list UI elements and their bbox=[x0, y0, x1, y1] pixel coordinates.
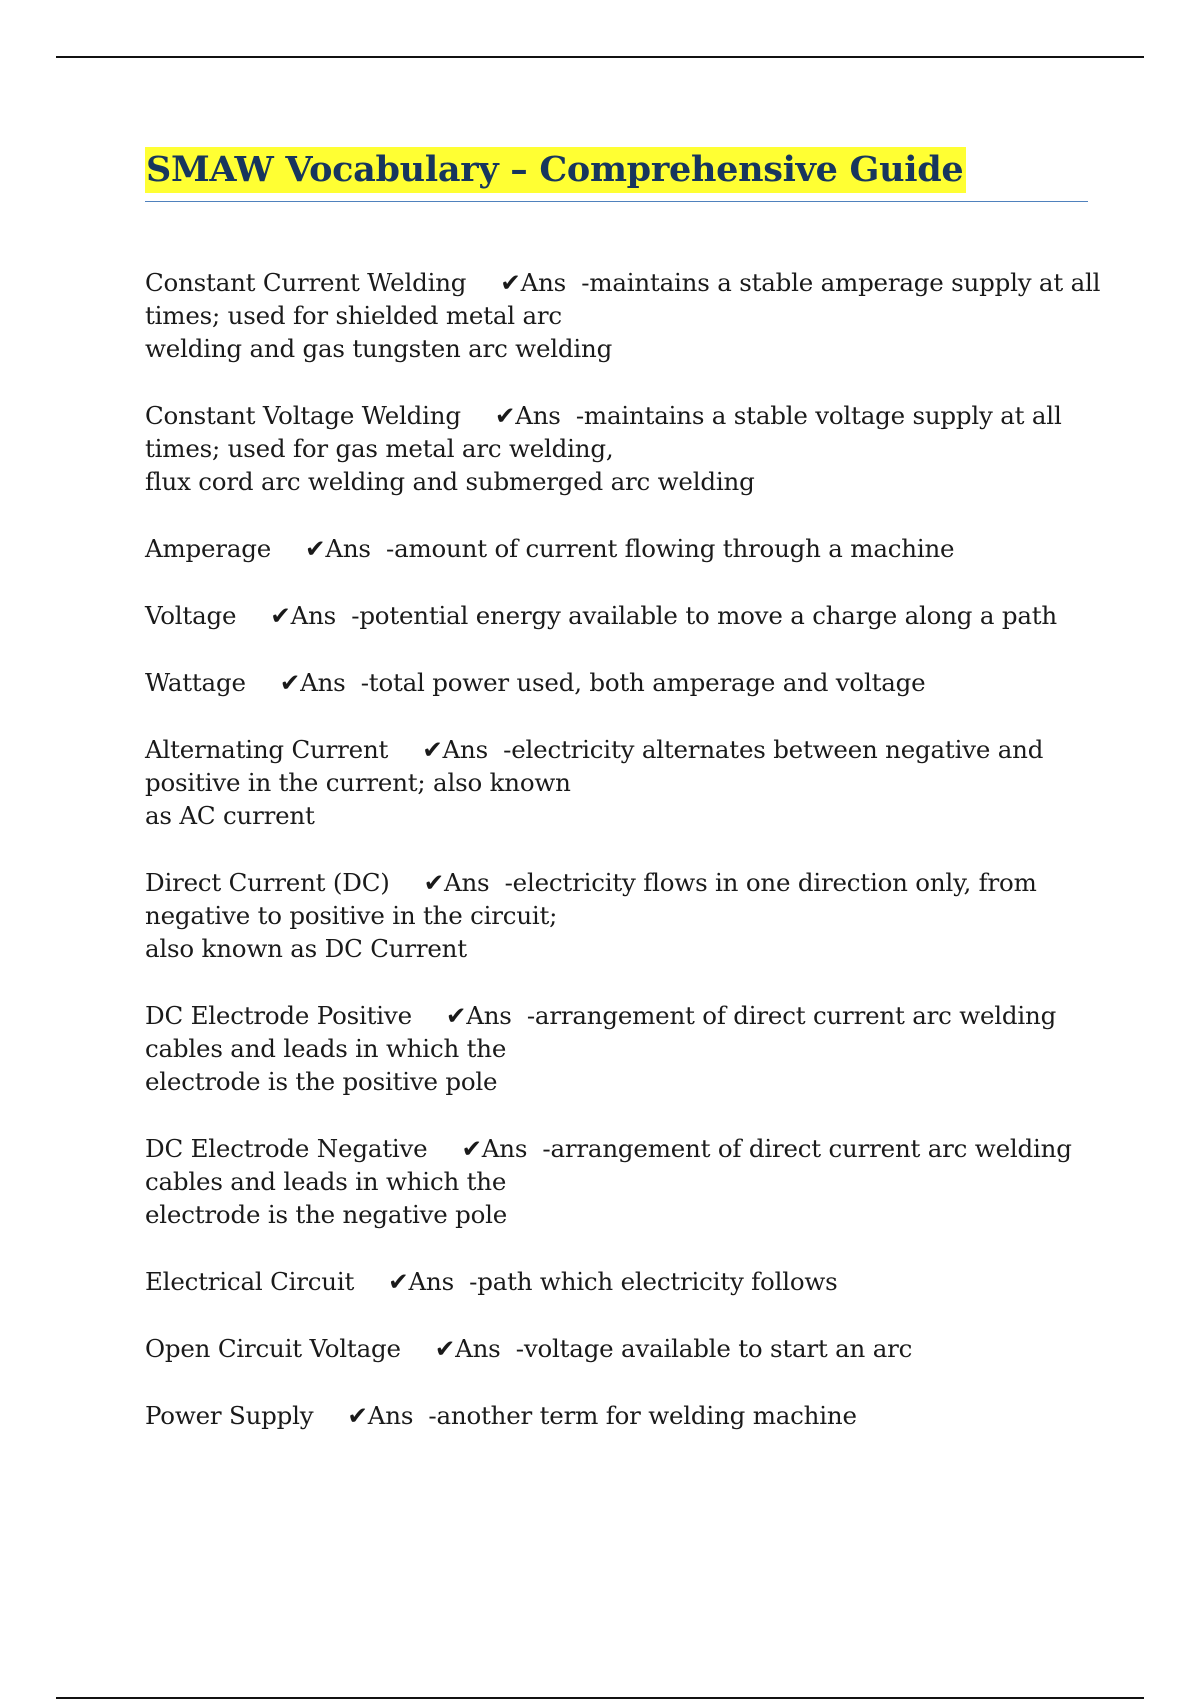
answer-marker: ✔Ans bbox=[434, 1334, 501, 1363]
entry-first-line bbox=[145, 532, 1095, 565]
vocabulary-entry bbox=[145, 532, 1095, 565]
definition-text: -potential energy available to move a charge along a path bbox=[351, 601, 1057, 630]
answer-marker: ✔Ans bbox=[461, 1134, 528, 1163]
definition-text: electrode is the positive pole bbox=[145, 1067, 498, 1096]
answer-marker: ✔Ans bbox=[388, 1267, 454, 1296]
entry-first-line bbox=[145, 866, 1095, 899]
vocabulary-term: DC Electrode Positive bbox=[145, 1001, 412, 1030]
vocabulary-entry bbox=[145, 1332, 1095, 1365]
page-bottom-rule bbox=[56, 1697, 1144, 1699]
definition-text: -arrangement of direct current arc welding bbox=[542, 1134, 1072, 1163]
entry-continuation-line bbox=[145, 1032, 1095, 1065]
vocabulary-term: Power Supply bbox=[145, 1401, 314, 1430]
vocabulary-term: Constant Voltage Welding bbox=[145, 401, 461, 430]
definition-text: -maintains a stable amperage supply at all bbox=[581, 268, 1101, 297]
entry-continuation-line bbox=[145, 899, 1095, 932]
answer-marker: ✔Ans bbox=[305, 534, 371, 563]
entry-continuation-line bbox=[145, 766, 1095, 799]
entry-continuation-line bbox=[145, 465, 1095, 498]
vocabulary-entry bbox=[145, 666, 1095, 699]
page-top-rule bbox=[56, 56, 1144, 58]
entry-first-line bbox=[145, 266, 1101, 299]
vocabulary-entry bbox=[145, 266, 1101, 365]
definition-text: -electricity flows in one direction only, from bbox=[504, 868, 1037, 897]
answer-marker: ✔Ans bbox=[494, 401, 561, 430]
vocabulary-entry bbox=[145, 999, 1095, 1098]
entry-first-line bbox=[145, 599, 1095, 632]
vocabulary-term: Voltage bbox=[145, 601, 237, 630]
entry-continuation-line bbox=[145, 1065, 1095, 1098]
entry-first-line bbox=[145, 999, 1095, 1032]
definition-text: negative to positive in the circuit; bbox=[145, 901, 558, 930]
definition-text: -total power used, both amperage and voltage bbox=[360, 668, 926, 697]
entry-first-line bbox=[145, 733, 1095, 766]
answer-marker: ✔Ans bbox=[445, 1001, 512, 1030]
entry-first-line bbox=[145, 1399, 1095, 1432]
vocabulary-term: Electrical Circuit bbox=[145, 1267, 355, 1296]
entry-first-line bbox=[145, 1132, 1095, 1165]
answer-marker: ✔Ans bbox=[279, 668, 346, 697]
definition-text: -amount of current flowing through a machine bbox=[385, 534, 955, 563]
definition-text: -arrangement of direct current arc welding bbox=[526, 1001, 1057, 1030]
vocabulary-term: Amperage bbox=[145, 534, 272, 563]
vocabulary-term: Alternating Current bbox=[145, 735, 389, 764]
entry-continuation-line bbox=[145, 799, 1095, 832]
definition-text: -maintains a stable voltage supply at all bbox=[575, 401, 1062, 430]
answer-marker: ✔Ans bbox=[422, 735, 488, 764]
vocabulary-entry bbox=[145, 866, 1095, 965]
entry-continuation-line bbox=[145, 299, 1095, 332]
definition-text: times; used for gas metal arc welding, bbox=[145, 434, 614, 463]
document-header bbox=[145, 147, 1088, 202]
entry-continuation-line bbox=[145, 1198, 1095, 1231]
vocabulary-term: Wattage bbox=[145, 668, 246, 697]
definition-text: flux cord arc welding and submerged arc welding bbox=[145, 467, 755, 496]
definition-text: -voltage available to start an arc bbox=[515, 1334, 913, 1363]
answer-marker: ✔Ans bbox=[500, 268, 567, 297]
entry-first-line bbox=[145, 666, 1095, 699]
entry-first-line bbox=[145, 1332, 1095, 1365]
vocabulary-term: Open Circuit Voltage bbox=[145, 1334, 401, 1363]
definition-text: positive in the current; also known bbox=[145, 768, 571, 797]
definition-text: welding and gas tungsten arc welding bbox=[145, 334, 613, 363]
vocabulary-term: Constant Current Welding bbox=[145, 268, 467, 297]
definition-text: cables and leads in which the bbox=[145, 1167, 507, 1196]
vocabulary-entry bbox=[145, 1132, 1095, 1231]
vocabulary-entry bbox=[145, 1399, 1095, 1432]
entry-first-line bbox=[145, 1265, 1095, 1298]
entry-first-line bbox=[145, 399, 1095, 432]
entry-continuation-line bbox=[145, 932, 1095, 965]
answer-marker: ✔Ans bbox=[270, 601, 337, 630]
vocabulary-entry bbox=[145, 1265, 1095, 1298]
definition-text: electrode is the negative pole bbox=[145, 1200, 508, 1229]
vocabulary-term: Direct Current (DC) bbox=[145, 868, 390, 897]
definition-text: cables and leads in which the bbox=[145, 1034, 507, 1063]
vocabulary-entry bbox=[145, 599, 1095, 632]
definition-text: -path which electricity follows bbox=[469, 1267, 838, 1296]
vocabulary-entry bbox=[145, 733, 1095, 832]
vocabulary-list bbox=[145, 266, 1101, 1432]
title-underline bbox=[145, 201, 1088, 202]
answer-marker: ✔Ans bbox=[347, 1401, 414, 1430]
definition-text: -electricity alternates between negative and bbox=[503, 735, 1044, 764]
definition-text: -another term for welding machine bbox=[428, 1401, 857, 1430]
answer-marker: ✔Ans bbox=[423, 868, 490, 897]
definition-text: as AC current bbox=[145, 801, 315, 830]
vocabulary-term: DC Electrode Negative bbox=[145, 1134, 428, 1163]
document-title: SMAW Vocabulary – Comprehensive Guide bbox=[145, 147, 966, 193]
entry-continuation-line bbox=[145, 432, 1095, 465]
entry-continuation-line bbox=[145, 332, 1095, 365]
definition-text: times; used for shielded metal arc bbox=[145, 301, 562, 330]
definition-text: also known as DC Current bbox=[145, 934, 467, 963]
entry-continuation-line bbox=[145, 1165, 1095, 1198]
vocabulary-entry bbox=[145, 399, 1095, 498]
